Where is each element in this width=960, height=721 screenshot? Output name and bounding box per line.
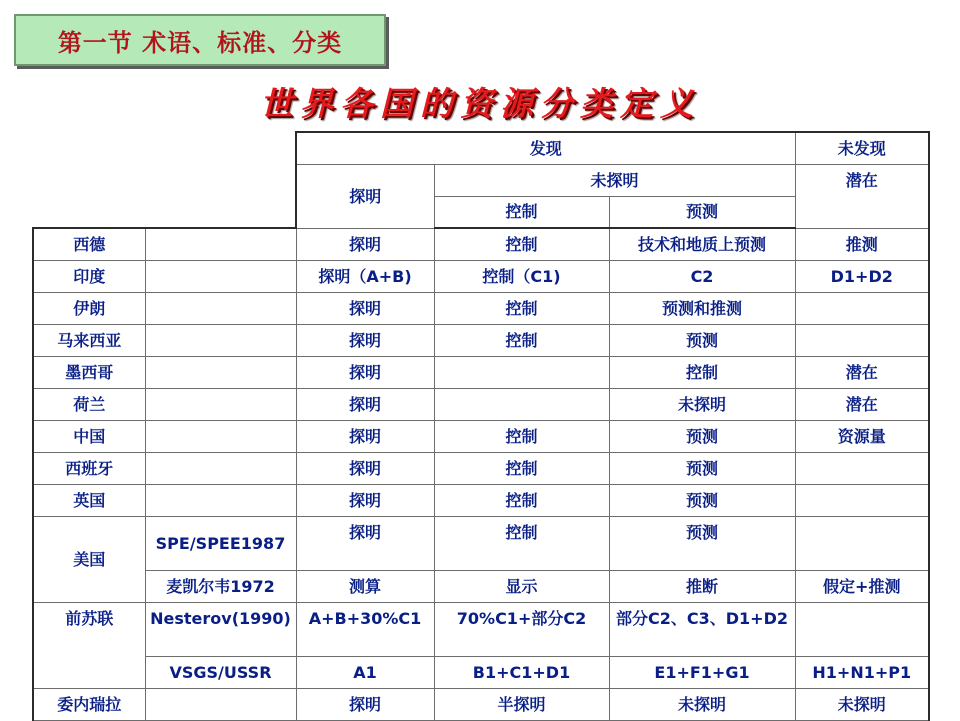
measured-cell: 探明（A+B) <box>296 260 434 292</box>
country-cell: 美国 <box>33 516 145 602</box>
controlled-cell: 半探明 <box>434 688 609 720</box>
undiscovered-cell <box>795 452 929 484</box>
predicted-cell: 预测 <box>609 324 795 356</box>
table-row <box>33 452 929 484</box>
undiscovered-cell <box>795 324 929 356</box>
undiscovered-cell: 推测 <box>795 228 929 260</box>
measured-cell: 探明 <box>296 324 434 356</box>
controlled-cell: 显示 <box>434 570 609 602</box>
standard-cell <box>145 356 296 388</box>
predicted-cell: 未探明 <box>609 688 795 720</box>
standard-cell <box>145 388 296 420</box>
country-cell: 中国 <box>33 420 145 452</box>
controlled-cell: 控制 <box>434 228 609 260</box>
resource-classification-table <box>32 131 930 721</box>
measured-cell: A1 <box>296 656 434 688</box>
standard-cell <box>145 452 296 484</box>
predicted-cell: 预测 <box>609 516 795 570</box>
controlled-cell: 控制（C1) <box>434 260 609 292</box>
undiscovered-cell: H1+N1+P1 <box>795 656 929 688</box>
country-cell: 委内瑞拉 <box>33 688 145 720</box>
table-row <box>33 356 929 388</box>
country-cell-continued <box>33 656 145 688</box>
country-cell: 荷兰 <box>33 388 145 420</box>
controlled-cell: 控制 <box>434 516 609 570</box>
table-row <box>33 420 929 452</box>
measured-cell: 探明 <box>296 452 434 484</box>
standard-cell <box>145 420 296 452</box>
undiscovered-cell: 假定+推测 <box>795 570 929 602</box>
country-cell: 伊朗 <box>33 292 145 324</box>
undiscovered-cell <box>795 292 929 324</box>
predicted-cell: 推断 <box>609 570 795 602</box>
predicted-cell: 控制 <box>609 356 795 388</box>
predicted-cell: 预测和推测 <box>609 292 795 324</box>
undiscovered-cell <box>795 484 929 516</box>
controlled-cell: B1+C1+D1 <box>434 656 609 688</box>
measured-cell: 探明 <box>296 356 434 388</box>
table-row <box>33 388 929 420</box>
controlled-cell: 控制 <box>434 484 609 516</box>
table-container <box>32 131 930 721</box>
table-row <box>33 260 929 292</box>
country-cell: 马来西亚 <box>33 324 145 356</box>
header-potential: 潜在 <box>795 164 929 228</box>
predicted-cell: 未探明 <box>609 388 795 420</box>
country-cell: 西班牙 <box>33 452 145 484</box>
country-cell: 印度 <box>33 260 145 292</box>
undiscovered-cell: D1+D2 <box>795 260 929 292</box>
predicted-cell: 预测 <box>609 420 795 452</box>
standard-cell <box>145 688 296 720</box>
header-controlled: 控制 <box>434 196 609 228</box>
measured-cell: 探明 <box>296 228 434 260</box>
header-measured: 探明 <box>296 164 434 228</box>
header-predicted: 预测 <box>609 196 795 228</box>
table-row <box>33 570 929 602</box>
standard-cell: SPE/SPEE1987 <box>145 516 296 570</box>
predicted-cell: C2 <box>609 260 795 292</box>
table-row <box>33 688 929 720</box>
standard-cell: Nesterov(1990) <box>145 602 296 656</box>
header-undiscovered: 未发现 <box>795 132 929 164</box>
country-cell: 前苏联 <box>33 602 145 656</box>
measured-cell: 探明 <box>296 388 434 420</box>
undiscovered-cell: 潜在 <box>795 356 929 388</box>
undiscovered-cell <box>795 516 929 570</box>
measured-cell: 探明 <box>296 292 434 324</box>
header-unmeasured: 未探明 <box>434 164 795 196</box>
table-row <box>33 516 929 570</box>
table-row <box>33 228 929 260</box>
standard-cell <box>145 324 296 356</box>
controlled-cell: 70%C1+部分C2 <box>434 602 609 656</box>
standard-cell: 麦凯尔韦1972 <box>145 570 296 602</box>
country-cell: 墨西哥 <box>33 356 145 388</box>
table-row <box>33 292 929 324</box>
table-row <box>33 324 929 356</box>
standard-cell <box>145 484 296 516</box>
controlled-cell: 控制 <box>434 420 609 452</box>
country-cell: 西德 <box>33 228 145 260</box>
predicted-cell: 预测 <box>609 452 795 484</box>
header-row <box>33 132 929 164</box>
table-row <box>33 484 929 516</box>
measured-cell: 探明 <box>296 516 434 570</box>
country-cell: 英国 <box>33 484 145 516</box>
table-row <box>33 602 929 656</box>
measured-cell: 测算 <box>296 570 434 602</box>
header-discovered: 发现 <box>296 132 795 164</box>
controlled-cell <box>434 388 609 420</box>
page-title: 世界各国的资源分类定义 <box>260 84 700 123</box>
controlled-cell <box>434 356 609 388</box>
standard-cell <box>145 228 296 260</box>
measured-cell: 探明 <box>296 420 434 452</box>
controlled-cell: 控制 <box>434 324 609 356</box>
undiscovered-cell: 未探明 <box>795 688 929 720</box>
measured-cell: A+B+30%C1 <box>296 602 434 656</box>
undiscovered-cell: 资源量 <box>795 420 929 452</box>
predicted-cell: 部分C2、C3、D1+D2 <box>609 602 795 656</box>
standard-cell <box>145 260 296 292</box>
predicted-cell: 预测 <box>609 484 795 516</box>
measured-cell: 探明 <box>296 484 434 516</box>
measured-cell: 探明 <box>296 688 434 720</box>
section-label: 第一节 术语、标准、分类 <box>14 14 386 66</box>
standard-cell: VSGS/USSR <box>145 656 296 688</box>
predicted-cell: E1+F1+G1 <box>609 656 795 688</box>
table-row <box>33 656 929 688</box>
undiscovered-cell: 潜在 <box>795 388 929 420</box>
controlled-cell: 控制 <box>434 452 609 484</box>
undiscovered-cell <box>795 602 929 656</box>
controlled-cell: 控制 <box>434 292 609 324</box>
standard-cell <box>145 292 296 324</box>
predicted-cell: 技术和地质上预测 <box>609 228 795 260</box>
empty-corner-cell <box>33 132 296 228</box>
